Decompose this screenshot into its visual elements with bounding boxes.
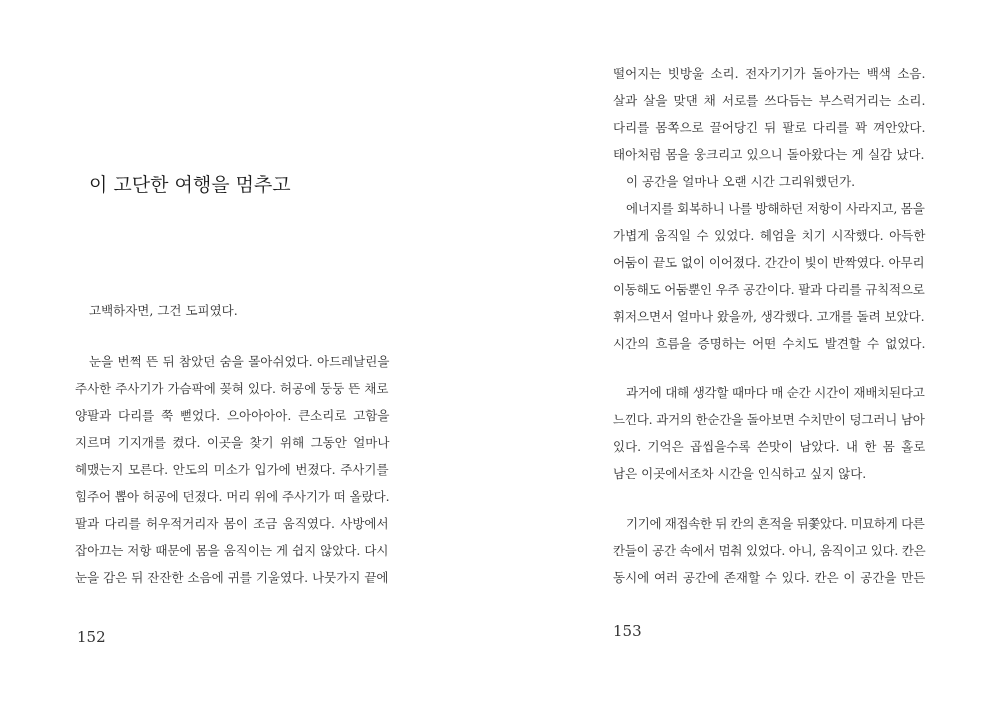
text-line: 기기에 재접속한 뒤 칸의 흔적을 뒤쫓았다. 미묘하게 다른 [626,516,925,531]
text-line: 이 공간을 얼마나 오랜 시간 그리워했던가. [626,174,856,189]
text-line: 다리를 몸쪽으로 끌어당긴 뒤 팔로 다리를 꽉 껴안았다. [613,120,926,135]
text-line: 칸들이 공간 속에서 멈춰 있었다. 아니, 움직이고 있다. 칸은 [613,543,926,558]
text-line: 눈을 번쩍 뜬 뒤 참았던 숨을 몰아쉬었다. 아드레날린을 [89,354,390,369]
text-line: 지르며 기지개를 켰다. 이곳을 찾기 위해 그동안 얼마나 [75,435,390,450]
chapter-title: 이 고단한 여행을 멈추고 [89,174,291,196]
text-line: 있다. 기억은 곱씹을수록 쓴맛이 남았다. 내 한 몸 홀로 [613,439,926,454]
text-line: 눈을 감은 뒤 잔잔한 소음에 귀를 기울였다. 나뭇가지 끝에 [75,570,389,585]
text-line: 양팔과 다리를 쭉 뻗었다. 으아아아아. 큰소리로 고함을 [75,408,390,423]
page-number: 152 [77,628,106,646]
text-line: 어둠이 끝도 없이 이어졌다. 간간이 빛이 반짝였다. 아무리 [613,255,925,270]
text-line: 헤맸는지 모른다. 안도의 미소가 입가에 번졌다. 주사기를 [75,462,389,477]
text-line: 동시에 여러 공간에 존재할 수 있다. 칸은 이 공간을 만든 [613,570,926,585]
text-line: 힘주어 뽑아 허공에 던졌다. 머리 위에 주사기가 떠 올랐다. [75,489,390,504]
right-page [500,0,1000,701]
text-line: 잡아끄는 저항 때문에 몸을 움직이는 게 쉽지 않았다. 다시 [75,543,389,558]
text-line: 태아처럼 몸을 웅크리고 있으니 돌아왔다는 게 실감 났다. [613,147,925,162]
text-line: 살과 살을 맞댄 채 서로를 쓰다듬는 부스럭거리는 소리. [613,93,926,108]
text-line: 이동해도 어둠뿐인 우주 공간이다. 팔과 다리를 규칙적으로 [613,282,925,297]
text-line: 휘저으면서 얼마나 왔을까, 생각했다. 고개를 돌려 보았다. [613,309,925,324]
text-line: 남은 이곳에서조차 시간을 인식하고 싶지 않다. [613,466,867,481]
text-line: 가볍게 움직일 수 있었다. 헤엄을 치기 시작했다. 아득한 [613,228,926,243]
text-line: 주사한 주사기가 가슴팍에 꽂혀 있다. 허공에 둥둥 뜬 채로 [75,381,389,396]
lead-line: 고백하자면, 그건 도피였다. [89,303,238,318]
text-line: 느낀다. 과거의 한순간을 돌아보면 수치만이 덩그러니 남아 [613,412,925,427]
text-line: 에너지를 회복하니 나를 방해하던 저항이 사라지고, 몸을 [626,201,925,216]
text-line: 떨어지는 빗방울 소리. 전자기기가 돌아가는 백색 소음. [613,66,926,81]
text-line: 과거에 대해 생각할 때마다 매 순간 시간이 재배치된다고 [626,385,925,400]
text-line: 시간의 흐름을 증명하는 어떤 수치도 발견할 수 없었다. [613,336,926,351]
page-number: 153 [613,622,642,640]
text-line: 팔과 다리를 허우적거리자 몸이 조금 움직였다. 사방에서 [75,516,389,531]
